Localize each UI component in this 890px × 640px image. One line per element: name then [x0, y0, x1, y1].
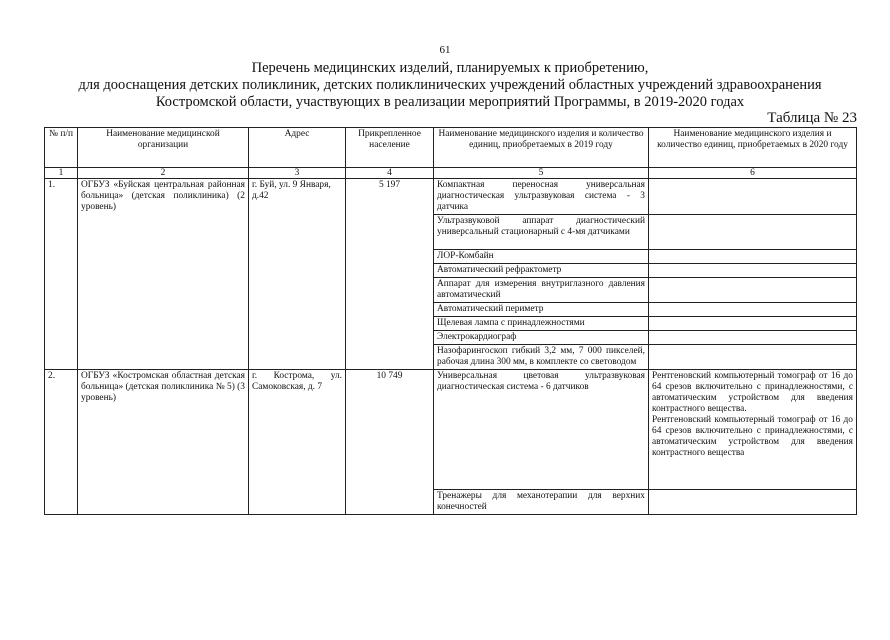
- item-2020: [649, 278, 857, 303]
- title-line-3: Костромской области, участвующих в реализации мероприятий Программы, в 2019-2020 годах: [155, 94, 745, 110]
- item-2019: Универсальная цветовая ультразвуковая диагностическая система - 6 датчиков: [434, 370, 649, 490]
- title-line-1: Перечень медицинских изделий, планируемых к приобретению,: [251, 60, 649, 76]
- item-2019: Компактная переносная универсальная диагностическая ультразвуковая система - 3 датчика: [434, 179, 649, 215]
- item-2020: [649, 215, 857, 250]
- item-2019: Электрокардиограф: [434, 331, 649, 345]
- item-2019: Автоматический периметр: [434, 303, 649, 317]
- organization-address: г. Буй, ул. 9 Января, д.42: [249, 179, 346, 370]
- item-2020-entry: Рентгеновский компьютерный томограф от 16 до 64 срезов включительно с принадлежностями, с автоматическим устройством для введения контрастного вещества: [652, 415, 853, 458]
- row-number: 1.: [45, 179, 78, 370]
- header-items-2020: Наименование медицинского изделия и количество единиц, приобретаемых в 2020 году: [649, 128, 857, 168]
- item-2019: Назофарингоскоп гибкий 3,2 мм, 7 000 пикселей, рабочая длина 300 мм, в комплекте со световодом: [434, 345, 649, 370]
- table-row: [45, 370, 857, 490]
- column-number: 3: [249, 168, 346, 179]
- item-2020: [649, 370, 857, 490]
- item-2020: [649, 264, 857, 278]
- header-address: Адрес: [249, 128, 346, 168]
- item-2019: Аппарат для измерения внутриглазного давления автоматический: [434, 278, 649, 303]
- header-population: Прикрепленное население: [346, 128, 434, 168]
- title-line-2: для дооснащения детских поликлиник, детских поликлинических учреждений областных учреждений здравоохранения: [78, 77, 822, 93]
- organization-name: ОГБУЗ «Костромская областная детская больница» (детская поликлиника № 5) (3 уровень): [78, 370, 249, 515]
- item-2020: [649, 331, 857, 345]
- page-number: 61: [439, 44, 451, 56]
- column-number: 4: [346, 168, 434, 179]
- item-2020: [649, 303, 857, 317]
- item-2019: Автоматический рефрактометр: [434, 264, 649, 278]
- column-number-row: [45, 168, 857, 179]
- column-number: 5: [434, 168, 649, 179]
- equipment-table: [44, 127, 857, 515]
- item-2020: [649, 179, 857, 215]
- item-2020: [649, 250, 857, 264]
- header-row: [45, 128, 857, 168]
- item-2020-entry: Рентгеновский компьютерный томограф от 16 до 64 срезов включительно с принадлежностями, с автоматическим устройством для введения контрастного вещества.: [652, 371, 853, 414]
- item-2019: Щелевая лампа с принадлежностями: [434, 317, 649, 331]
- attached-population: 5 197: [346, 179, 434, 370]
- header-organization: Наименование медицинской организации: [78, 128, 249, 168]
- item-2020: [649, 345, 857, 370]
- column-number: 1: [45, 168, 78, 179]
- organization-name: ОГБУЗ «Буйская центральная районная больница» (детская поликлиника) (2 уровень): [78, 179, 249, 370]
- organization-address: г. Кострома, ул. Самоковская, д. 7: [249, 370, 346, 515]
- item-2019: Ультразвуковой аппарат диагностический универсальный стационарный с 4-мя датчиками: [434, 215, 649, 250]
- item-2019: ЛОР-Комбайн: [434, 250, 649, 264]
- item-2020: [649, 317, 857, 331]
- item-2020: [649, 490, 857, 515]
- column-number: 6: [649, 168, 857, 179]
- column-number: 2: [78, 168, 249, 179]
- document-title: [40, 60, 860, 111]
- item-2019: Тренажеры для механотерапии для верхних конечностей: [434, 490, 649, 515]
- table-label: Таблица № 23: [767, 110, 857, 126]
- attached-population: 10 749: [346, 370, 434, 515]
- table-row: [45, 179, 857, 215]
- row-number: 2.: [45, 370, 78, 515]
- header-num: № п/п: [45, 128, 78, 168]
- header-items-2019: Наименование медицинского изделия и количество единиц, приобретаемых в 2019 году: [434, 128, 649, 168]
